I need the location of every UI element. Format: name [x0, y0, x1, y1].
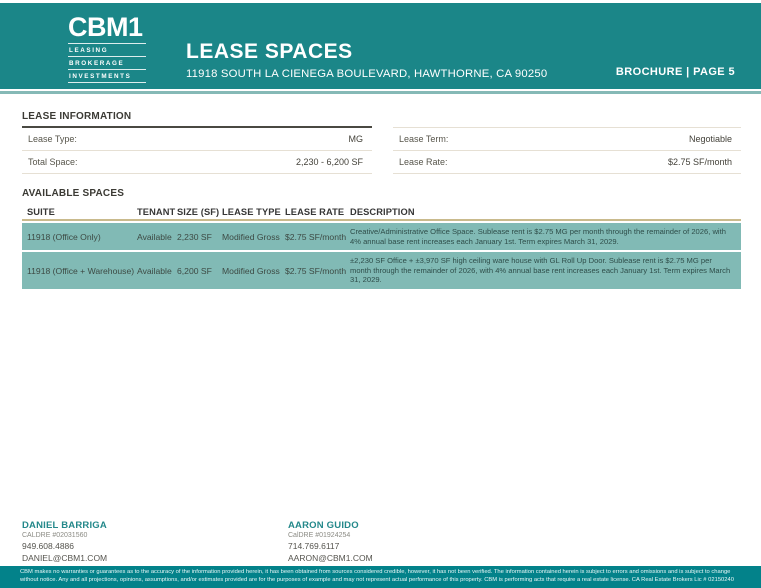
lease-info-left-column [22, 111, 372, 174]
lease-info-right-column [393, 111, 741, 174]
lease-info-column-spacer [393, 111, 741, 128]
column-header-lease-rate: LEASE RATE [285, 206, 345, 217]
lease-type-cell: Modified Gross [222, 231, 280, 242]
available-spaces-table [22, 204, 741, 289]
lease-information-heading: LEASE INFORMATION [22, 111, 132, 122]
contact-card-aaron-guido [288, 520, 373, 564]
total-space-value: 2,230 - 6,200 SF [295, 157, 363, 167]
total-space-row [22, 151, 372, 174]
available-spaces-heading: AVAILABLE SPACES [22, 188, 125, 199]
available-spaces-section [22, 188, 741, 289]
contact-card-daniel-barriga [22, 520, 107, 564]
tenant-cell: Available [137, 265, 172, 276]
lease-type-row [22, 128, 372, 151]
lease-rate-value: $2.75 SF/month [667, 157, 732, 167]
suite-cell: 11918 (Office Only) [27, 231, 101, 242]
total-space-label: Total Space: [28, 157, 78, 167]
disclaimer-text: CBM makes no warranties or guarantees as to the accuracy of the information provided herein, it has been obtained from sources considered credible, however, it has not been verified. The information contained herein is subject to errors and omissions and is subject to change without notice. Any and all projections, opinions, assumptions, and/or estimates provided are for the purposes of example and may not represent actual performance of this property. CBM is performing acts that require a real estate license. CA Real Estate Brokers Lic # 02150240 [20, 569, 734, 583]
description-cell: Creative/Administrative Office Space. Sublease rent is $2.75 MG per month through the remainder of 2026, with 4% annual base rent increases each January 1st. Term expires March 31, 2029. [350, 227, 726, 246]
lease-rate-label: Lease Rate: [399, 157, 448, 167]
lease-term-label: Lease Term: [399, 134, 449, 144]
logo-divisions [68, 43, 146, 83]
contact-name: AARON GUIDO [288, 519, 359, 531]
brochure-page-label: BROCHURE | PAGE 5 [615, 66, 735, 78]
table-header-row [22, 204, 741, 219]
column-header-description: DESCRIPTION [350, 206, 415, 217]
table-header-divider [22, 219, 741, 221]
column-header-suite: SUITE [27, 206, 55, 217]
size-cell: 2,230 SF [177, 231, 212, 242]
table-row [22, 223, 741, 250]
header-bar [0, 3, 761, 89]
lease-rate-row [393, 151, 741, 174]
tenant-cell: Available [137, 231, 172, 242]
property-address: 11918 SOUTH LA CIENEGA BOULEVARD, HAWTHORNE, CA 90250 [186, 68, 548, 80]
logo-bottom-rule [68, 82, 146, 83]
contact-license: CALDRE #02031560 [22, 532, 88, 539]
logo-division-brokerage: BROKERAGE [68, 56, 146, 69]
contact-email-link[interactable]: DANIEL@CBM1.COM [22, 553, 108, 563]
contact-phone: 714.769.6117 [288, 541, 340, 551]
lease-term-value: Negotiable [688, 134, 732, 144]
description-cell: ±2,230 SF Office + ±3,970 SF high ceiling ware house with GL Roll Up Door. Sublease rent is $2.75 MG per month through the remainder of 2026, with 4% annual base rent increases each January 1st. Term expires March 31, 2029. [350, 256, 731, 285]
suite-cell: 11918 (Office + Warehouse) [27, 265, 135, 276]
column-header-tenant: TENANT [137, 206, 176, 217]
contact-phone: 949.608.4886 [22, 541, 74, 551]
column-header-lease-type: LEASE TYPE [222, 206, 281, 217]
lease-type-cell: Modified Gross [222, 265, 280, 276]
cbm1-logo [68, 13, 146, 89]
title-block [186, 41, 547, 89]
logo-text: CBM1 [68, 12, 143, 42]
size-cell: 6,200 SF [177, 265, 212, 276]
disclaimer-bar [0, 566, 761, 588]
column-header-size: SIZE (SF) [177, 206, 220, 217]
lease-term-row [393, 128, 741, 151]
header-divider [0, 91, 761, 94]
lease-type-value: MG [348, 134, 363, 144]
table-row [22, 252, 741, 289]
lease-information-section [22, 111, 741, 174]
logo-division-leasing: LEASING [68, 43, 146, 56]
lease-rate-cell: $2.75 SF/month [285, 265, 347, 276]
lease-type-label: Lease Type: [28, 134, 77, 144]
page-title: LEASE SPACES [186, 40, 353, 63]
lease-rate-cell: $2.75 SF/month [285, 231, 347, 242]
logo-division-investments: INVESTMENTS [68, 69, 146, 82]
contact-license: CalDRE #01924254 [288, 532, 351, 539]
contact-name: DANIEL BARRIGA [22, 519, 107, 531]
contact-email-link[interactable]: AARON@CBM1.COM [288, 553, 373, 563]
